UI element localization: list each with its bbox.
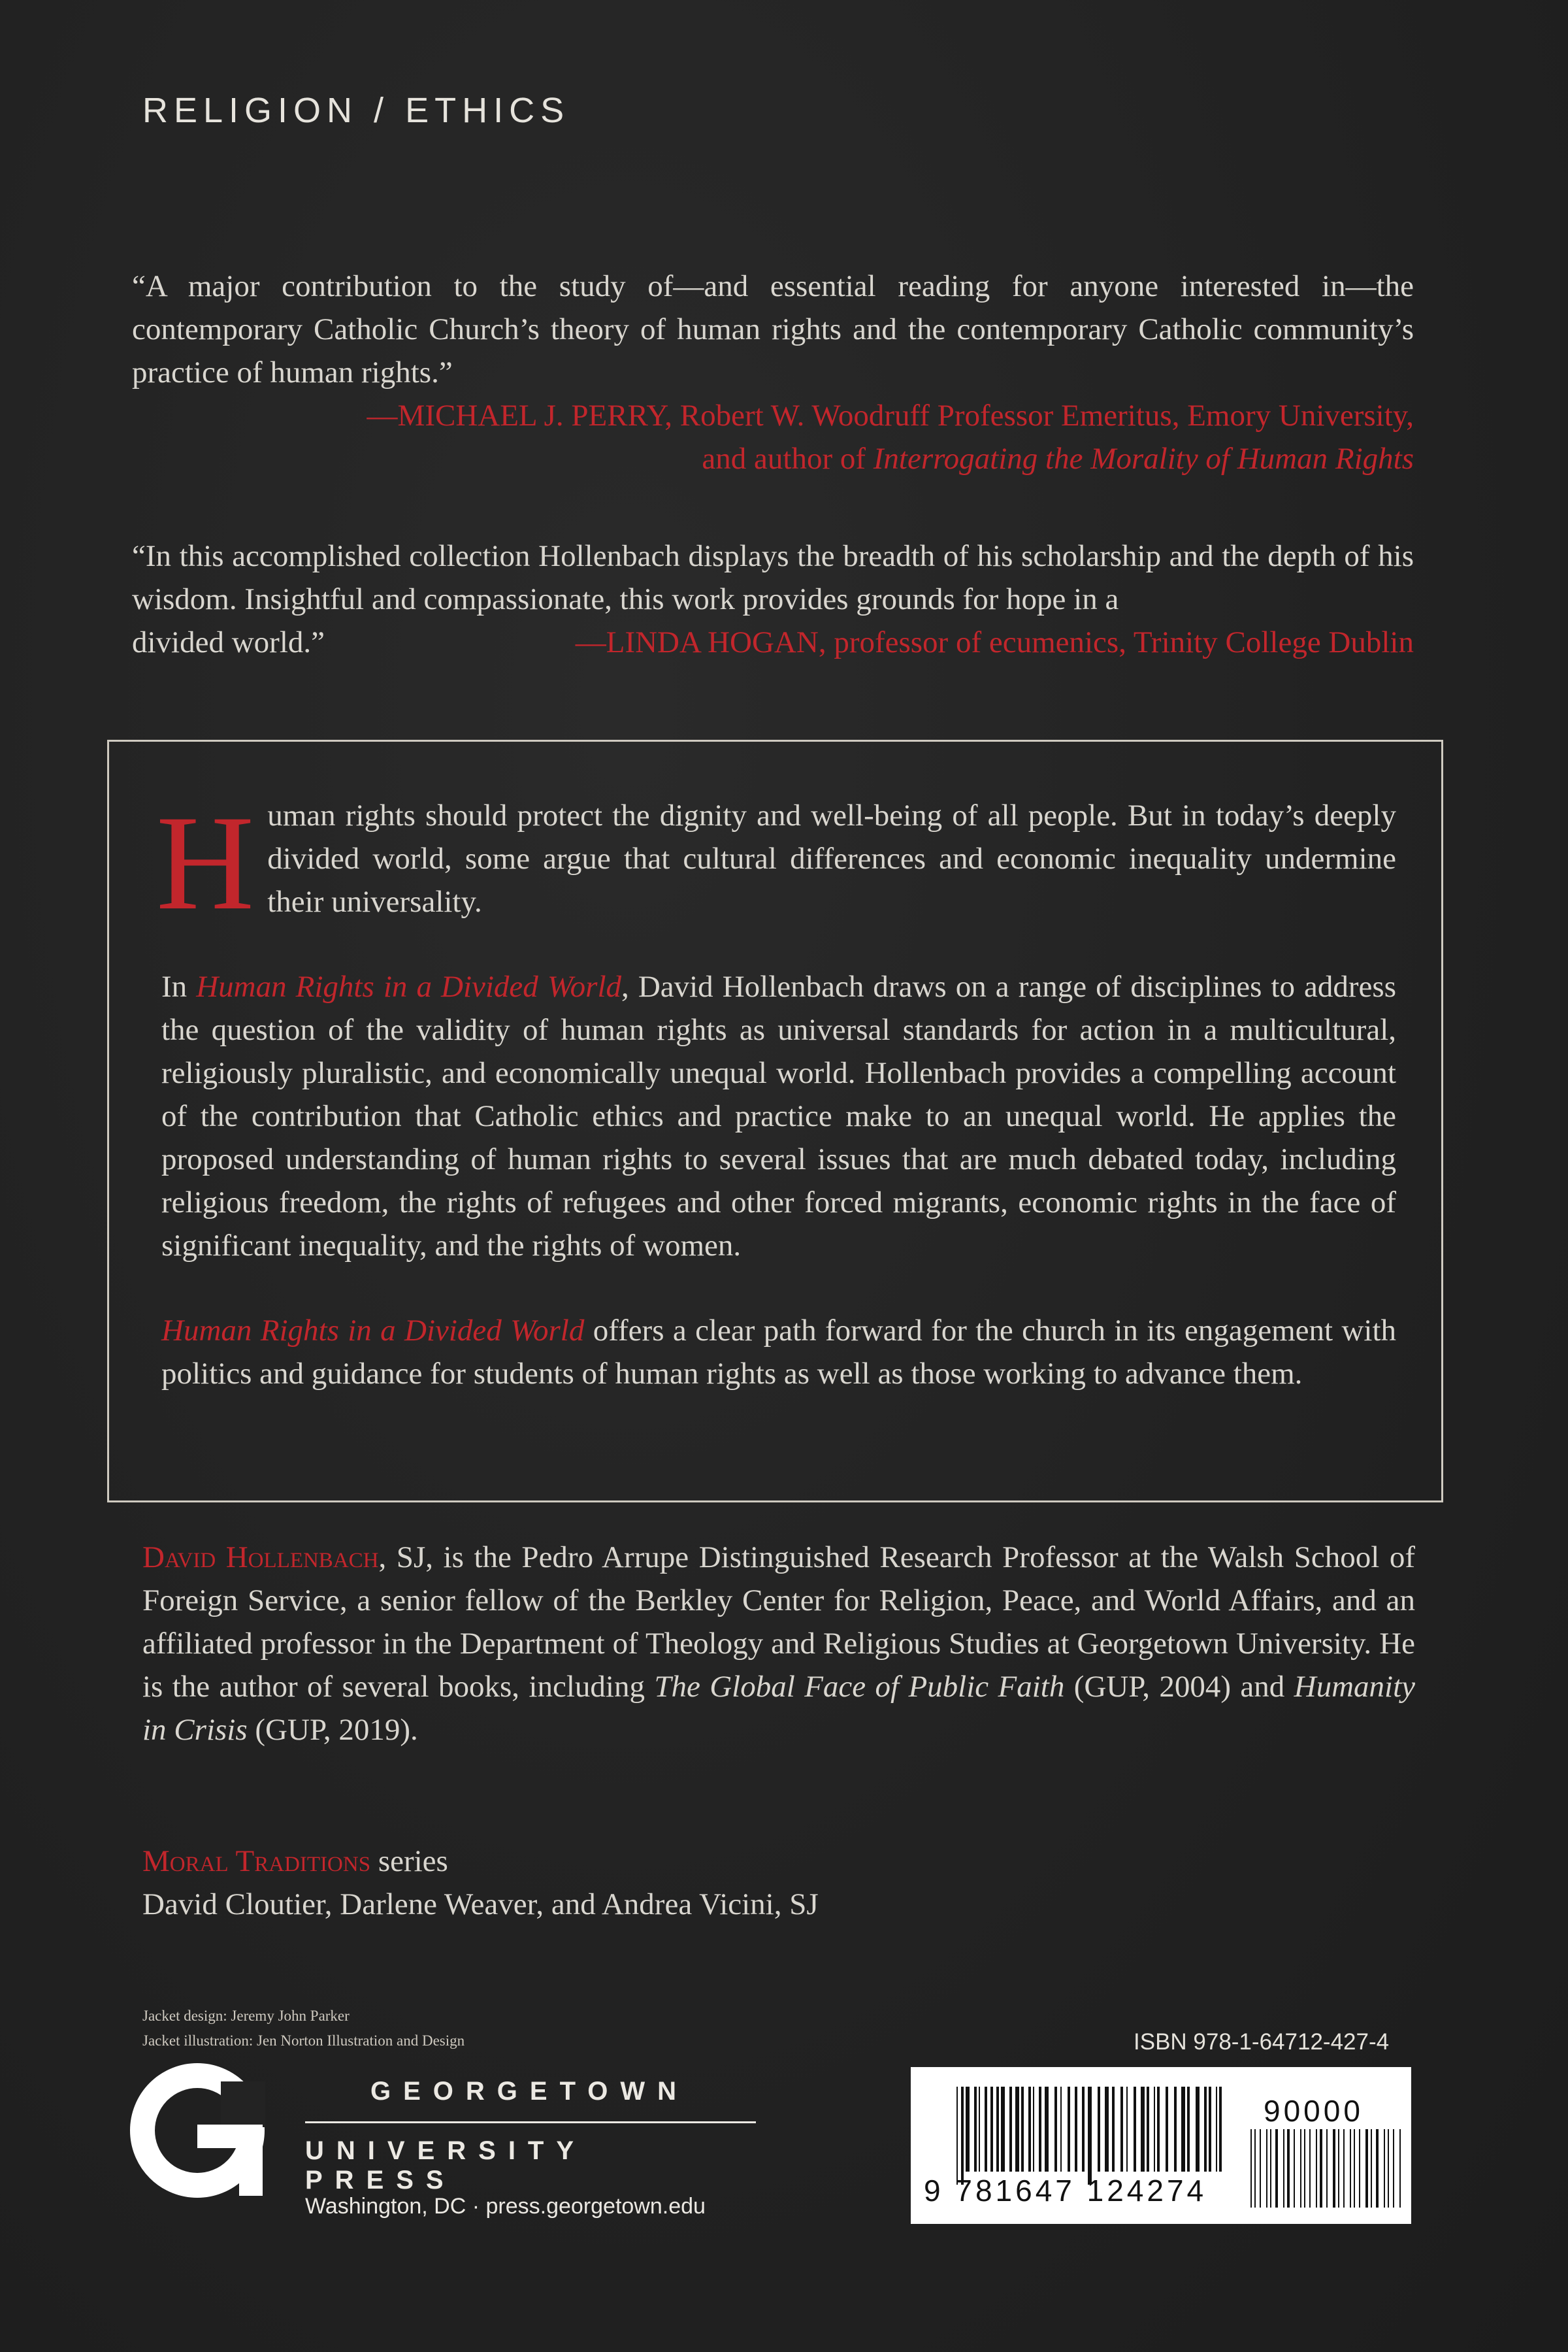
georgetown-g-logo-icon [129, 2062, 265, 2199]
quote-attribution: —LINDA HOGAN, professor of ecumenics, Trinity College Dublin [575, 625, 1414, 659]
book-title: Human Rights in a Divided World [196, 970, 622, 1004]
barcode-price-code: 90000 [1264, 2094, 1364, 2128]
author-bio: David Hollenbach, SJ, is the Pedro Arrupe Distinguished Research Professor at the Walsh School of Foreign Service, a senior fellow of the Berkley Center for Religion, Peace, and World Affairs, and an affiliated professor in the Department of Theology and Religious Studies at Georgetown University. He is the author of several books, including The Global Face of Public Faith (GUP, 2004) and Humanity in Crisis (GUP, 2019). [142, 1540, 1416, 1747]
quote-text: “A major contribution to the study of—and essential reading for anyone interested in—the contemporary Catholic Church’s theory of human rights and the contemporary Catholic community’s practice of human rights.” [132, 269, 1414, 389]
publisher-name-line-2: UNIVERSITY PRESS [305, 2136, 586, 2195]
series-editors: David Cloutier, Darlene Weaver, and Andrea Vicini, SJ [142, 1887, 819, 1921]
description-box [107, 740, 1443, 1502]
drop-cap: H [156, 787, 255, 938]
jacket-credits [142, 2004, 465, 2053]
endorser-affiliation: , Robert W. Woodruff Professor Emeritus, Emory University, [664, 399, 1414, 433]
publisher-block [305, 2077, 756, 2219]
quote-text: “In this accomplished collection Hollenbach displays the breadth of his scholarship and the depth of his wisdom. Insightful and compassionate, this work provides grounds for hope in a [132, 539, 1414, 616]
endorser-affiliation-2: and author of Interrogating the Morality of Human Rights [702, 442, 1414, 476]
jacket-illustration-credit: Jacket illustration: Jen Norton Illustration and Design [142, 2032, 465, 2049]
series-suffix: series [370, 1844, 448, 1878]
series-info [142, 1840, 819, 1926]
isbn-label: ISBN 978-1-64712-427-4 [1134, 2029, 1390, 2055]
description-paragraph-1: Human rights should protect the dignity and well-being of all people. But in today’s deeply divided world, some argue that cultural differences and economic inequality undermine their universality. [156, 787, 1396, 938]
barcode-digits: 9 781647 124274 [924, 2174, 1207, 2208]
endorser-book-title: Interrogating the Morality of Human Rights [873, 442, 1414, 476]
publisher-divider [305, 2121, 756, 2123]
author-book-1: The Global Face of Public Faith [654, 1670, 1065, 1704]
endorser-affiliation: , professor of ecumenics, Trinity College Dublin [818, 625, 1414, 659]
endorsement-quote-1 [132, 265, 1414, 480]
description-paragraph-2: In Human Rights in a Divided World, David Hollenbach draws on a range of disciplines to address the question of the validity of human rights as universal standards for action in a multicultural, religiously pluralistic, and economically unequal world. Hollenbach provides a compelling account of the contribution that Catholic ethics and practice make to an unequal world. He applies the proposed understanding of human rights to several issues that are much debated today, including religious freedom, the rights of refugees and other forced migrants, economic rights in the face of significant inequality, and the rights of women. [161, 970, 1396, 1263]
author-name: David Hollenbach [142, 1540, 379, 1574]
endorser-name: MICHAEL J. PERRY [397, 399, 665, 433]
quote-attribution: —MICHAEL J. PERRY, Robert W. Woodruff Professor Emeritus, Emory University, [367, 399, 1414, 433]
publisher-location: Washington, DC · press.georgetown.edu [305, 2194, 706, 2219]
series-name: Moral Traditions [142, 1844, 371, 1878]
description-paragraph-3: Human Rights in a Divided World offers a clear path forward for the church in its engagement with politics and guidance for students of human rights as well as those working to advance them. [161, 1314, 1397, 1391]
quote-text-end: divided world.” [132, 625, 325, 659]
publisher-name-line-1: GEORGETOWN [370, 2077, 689, 2106]
author-book-2: Humanity in Crisis [142, 1670, 1416, 1747]
endorsement-quote-2 [132, 535, 1414, 664]
category-label: RELIGION / ETHICS [142, 91, 570, 130]
isbn-barcode [911, 2067, 1411, 2224]
book-title: Human Rights in a Divided World [161, 1314, 585, 1348]
endorser-name: LINDA HOGAN [606, 625, 819, 659]
jacket-design-credit: Jacket design: Jeremy John Parker [142, 2008, 350, 2024]
